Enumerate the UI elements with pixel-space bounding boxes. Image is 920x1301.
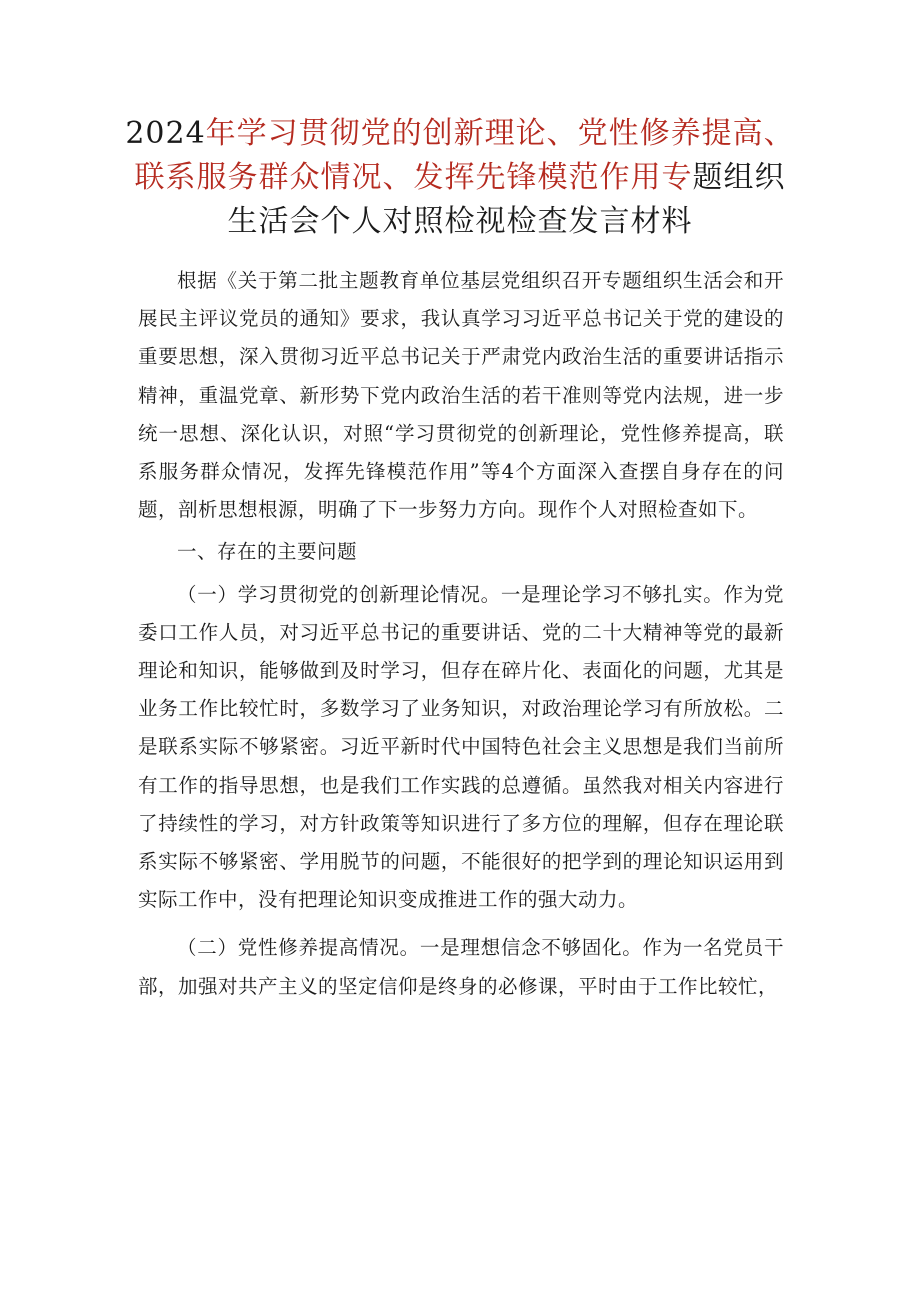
document-body [138,262,784,1006]
title-black-part: 题组织生活会个人对照检视检查发言材料 [227,160,786,239]
title-red-part: 年学习贯彻党的创新理论、党性修养提高、联系服务群众情况、发挥先锋模范作用专 [134,116,795,195]
paragraph-intro: 根据《关于第二批主题教育单位基层党组织召开专题组织生活会和开展民主评议党员的通知》要求，我认真学习习近平总书记关于党的建设的重要思想，深入贯彻习近平总书记关于严肃党内政治生活的重要讲话指示精神，重温党章、新形势下党内政治生活的若干准则等党内法规，进一步统一思想、深化认识，对照“学习贯彻党的创新理论，党性修养提高，联系服务群众情况，发挥先锋模范作用”等4个方面深入查摆自身存在的问题，剖析思想根源，明确了下一步努力方向。现作个人对照检查如下。 [138,269,784,522]
paragraph-theory-study: （一）学习贯彻党的创新理论情况。一是理论学习不够扎实。作为党委口工作人员，对习近平总书记的重要讲话、党的二十大精神等党的最新理论和知识，能够做到及时学习，但存在碎片化、表面化的问题，尤其是业务工作比较忙时，多数学习了业务知识，对政治理论学习有所放松。二是联系实际不够紧密。习近平新时代中国特色社会主义思想是我们当前所有工作的指导思想，也是我们工作实践的总遵循。虽然我对相关内容进行了持续性的学习，对方针政策等知识进行了多方位的理解，但存在理论联系实际不够紧密、学用脱节的问题，不能很好的把学到的理论知识运用到实际工作中，没有把理论知识变成推进工作的强大动力。 [138,582,784,912]
paragraph-party-spirit: （二）党性修养提高情况。一是理想信念不够固化。作为一名党员干部，加强对共产主义的坚定信仰是终身的必修课，平时由于工作比较忙， [138,936,784,998]
section-heading-problems: 一、存在的主要问题 [177,540,358,564]
title-year: 2024 [125,116,206,151]
document-title [120,112,800,244]
